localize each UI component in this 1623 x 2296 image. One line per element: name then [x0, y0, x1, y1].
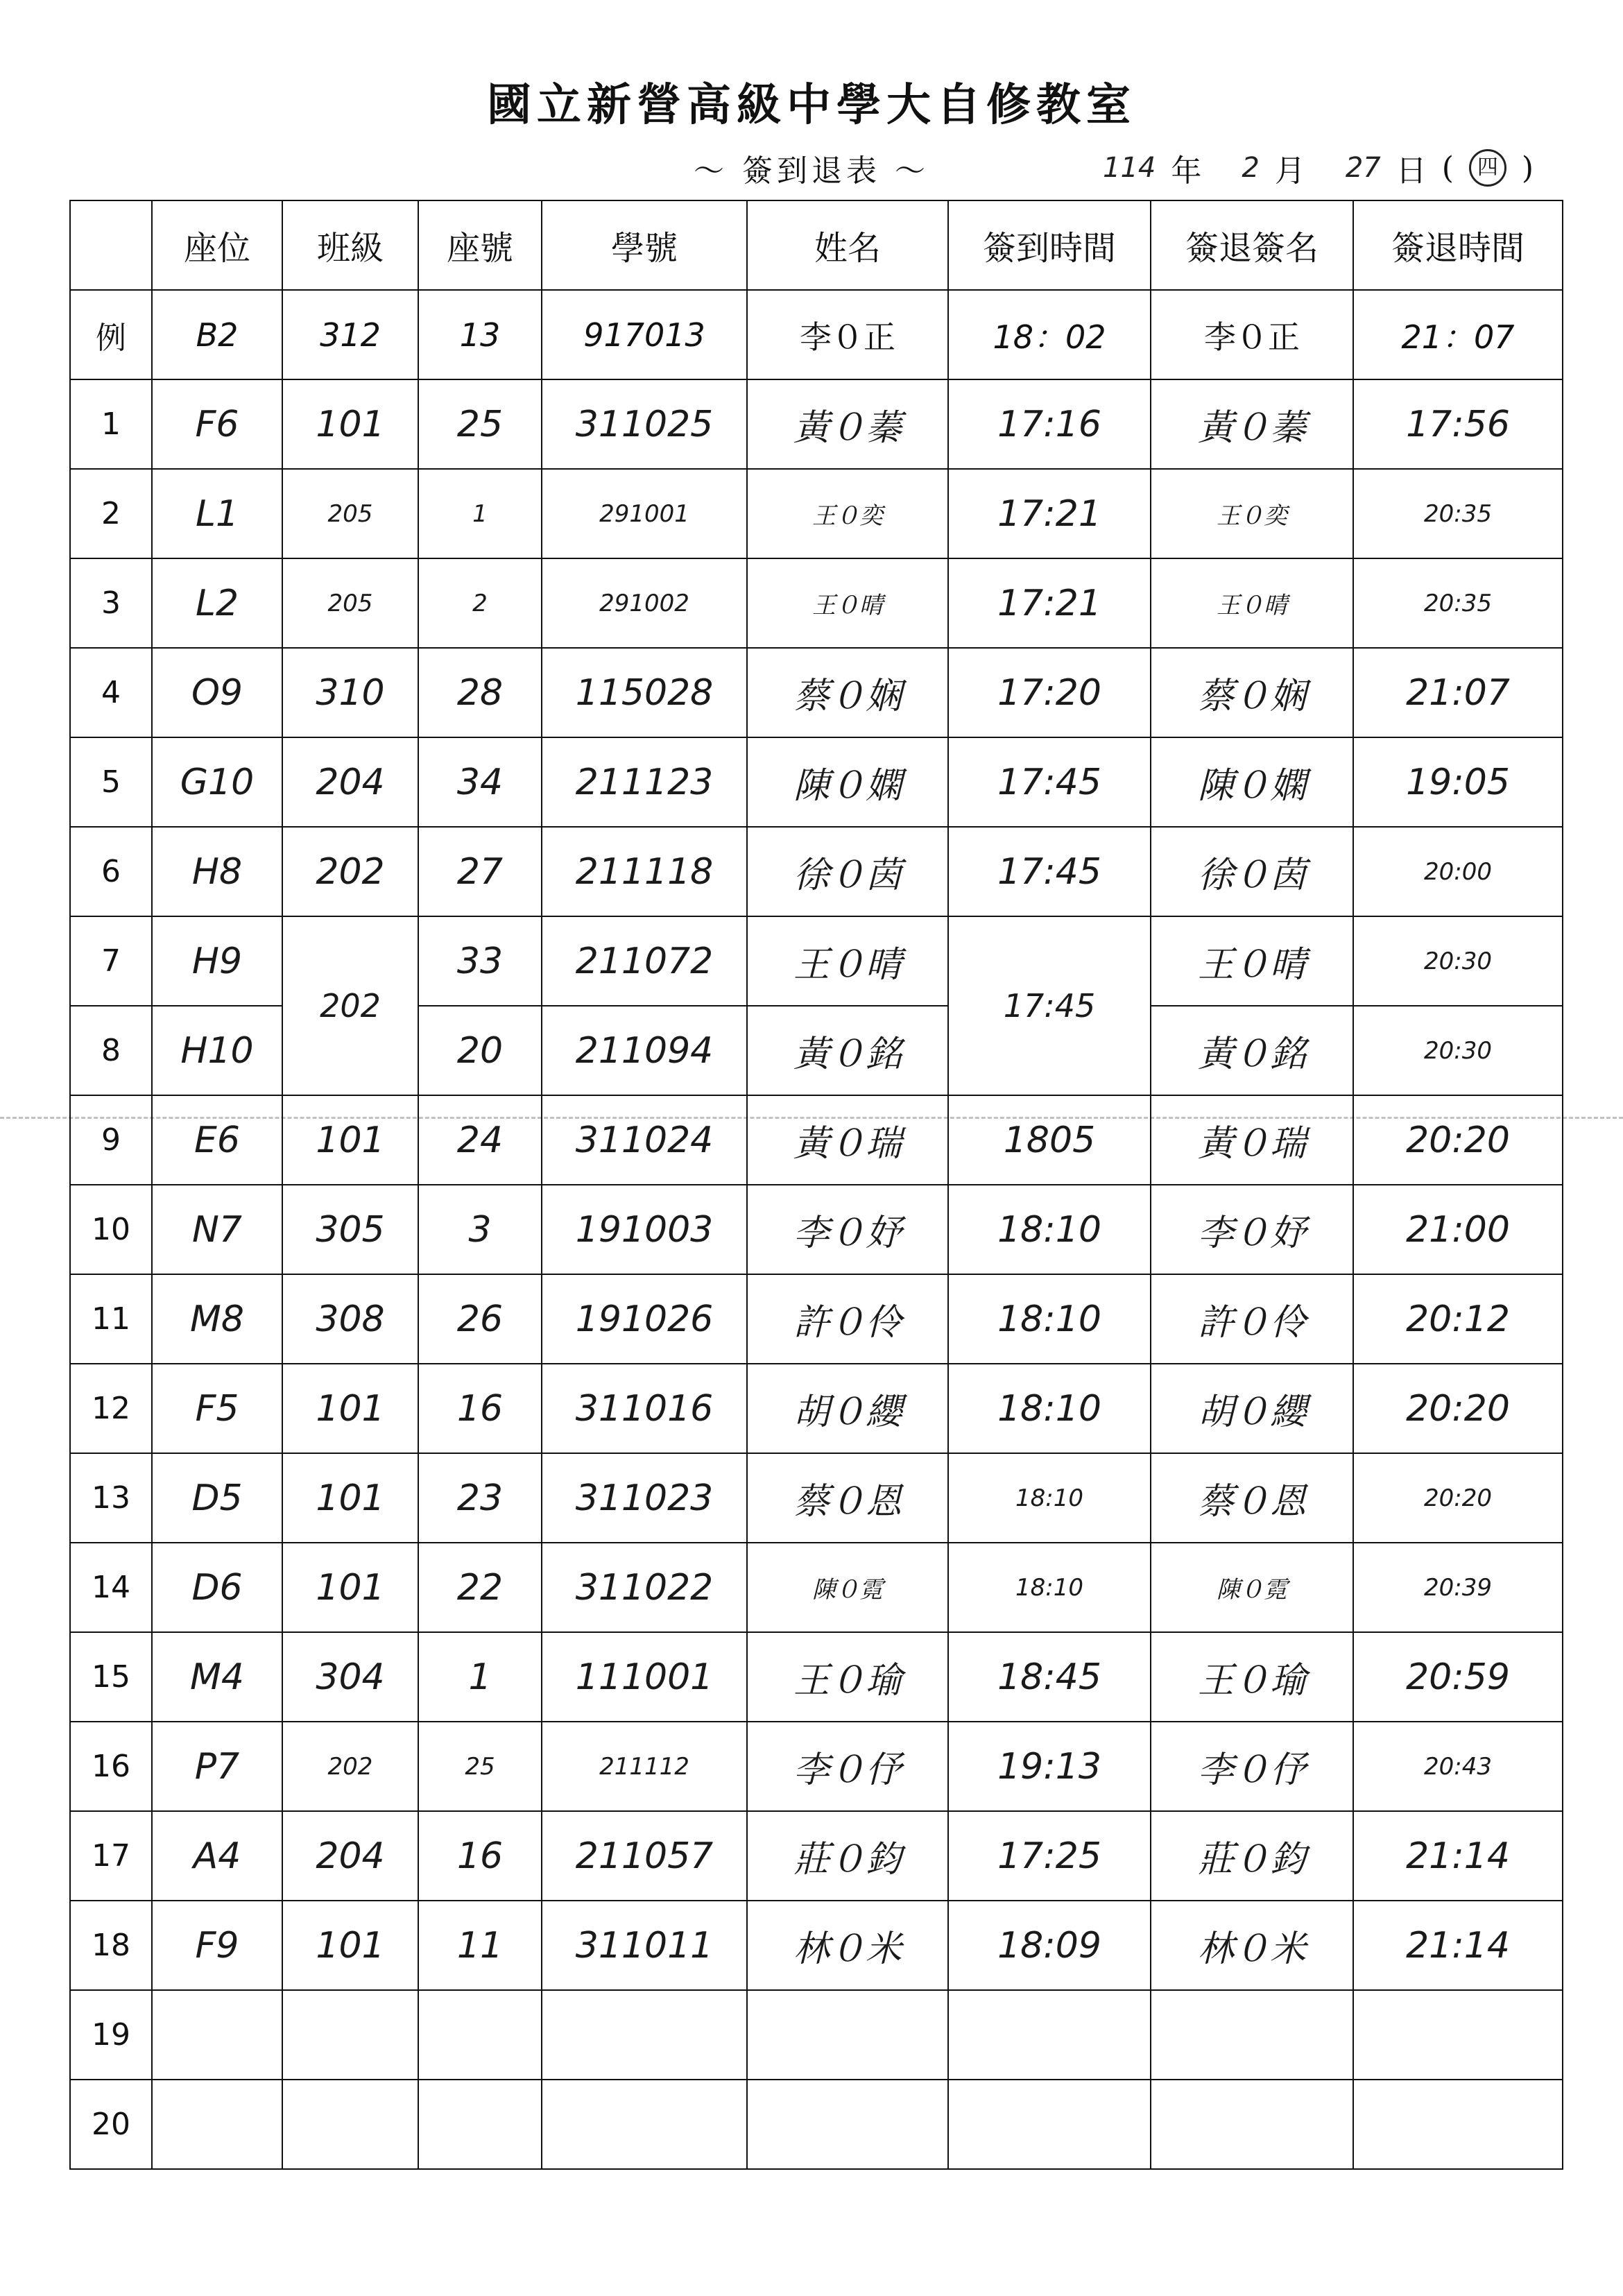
cell-seat: L2	[152, 558, 282, 648]
cell-checkout: 20:30	[1353, 916, 1563, 1006]
cell-name: 胡０纓	[747, 1364, 948, 1453]
cell-class: 101	[282, 1364, 418, 1453]
cell-student-id: 311024	[542, 1095, 747, 1185]
date-month: 2	[1242, 152, 1260, 184]
cell-no: 10	[70, 1185, 152, 1274]
cell-checkout: 20:35	[1353, 558, 1563, 648]
cell-checkin: 18:45	[948, 1632, 1151, 1722]
cell-checkout: 21：07	[1353, 290, 1563, 379]
cell-no: 12	[70, 1364, 152, 1453]
cell-no: 2	[70, 469, 152, 558]
cell-checkout: 17:56	[1353, 379, 1563, 469]
example-row	[70, 290, 1563, 379]
cell-checkin: 17:45	[948, 916, 1151, 1095]
table-row	[70, 1543, 1563, 1632]
cell-seat: F9	[152, 1901, 282, 1990]
table-row	[70, 1453, 1563, 1543]
cell-checkout-sign: 黃０瑞	[1151, 1095, 1353, 1185]
cell-name: 黃０銘	[747, 1006, 948, 1095]
cell-seat-no: 25	[418, 379, 542, 469]
table-row	[70, 648, 1563, 737]
cell-checkin: 17:45	[948, 737, 1151, 827]
table-row	[70, 1185, 1563, 1274]
cell-checkin	[948, 1990, 1151, 2080]
cell-seat-no: 28	[418, 648, 542, 737]
cell-checkout-sign	[1151, 2080, 1353, 2169]
form-subtitle: ～ 簽到退表 ～	[694, 153, 929, 189]
cell-no: 11	[70, 1274, 152, 1364]
cell-checkout-sign: 黃０蓁	[1151, 379, 1353, 469]
col-header-no	[70, 200, 152, 290]
cell-seat	[152, 2080, 282, 2169]
cell-name: 王０晴	[747, 916, 948, 1006]
cell-class: 202	[282, 827, 418, 916]
cell-checkin: 17:25	[948, 1811, 1151, 1901]
cell-seat-no: 26	[418, 1274, 542, 1364]
cell-checkout: 21:00	[1353, 1185, 1563, 1274]
cell-seat: H8	[152, 827, 282, 916]
cell-seat-no: 11	[418, 1901, 542, 1990]
col-header-seat: 座位	[152, 200, 282, 290]
cell-class: 308	[282, 1274, 418, 1364]
cell-seat-no: 33	[418, 916, 542, 1006]
cell-student-id: 191003	[542, 1185, 747, 1274]
cell-no: 4	[70, 648, 152, 737]
table-row	[70, 379, 1563, 469]
cell-no: 20	[70, 2080, 152, 2169]
cell-class: 101	[282, 1543, 418, 1632]
col-header-student-id: 學號	[542, 200, 747, 290]
cell-checkout-sign: 徐０茵	[1151, 827, 1353, 916]
cell-class: 205	[282, 558, 418, 648]
cell-seat: N7	[152, 1185, 282, 1274]
cell-no: 7	[70, 916, 152, 1006]
cell-checkout: 20:39	[1353, 1543, 1563, 1632]
cell-seat: D6	[152, 1543, 282, 1632]
cell-seat: M8	[152, 1274, 282, 1364]
cell-checkout: 20:43	[1353, 1722, 1563, 1811]
cell-seat: P7	[152, 1722, 282, 1811]
table-row	[70, 827, 1563, 916]
cell-checkout-sign: 王０奕	[1151, 469, 1353, 558]
cell-seat-no: 16	[418, 1364, 542, 1453]
cell-checkout-sign: 胡０纓	[1151, 1364, 1353, 1453]
cell-seat-no: 20	[418, 1006, 542, 1095]
cell-checkin: 19:13	[948, 1722, 1151, 1811]
cell-student-id: 311025	[542, 379, 747, 469]
cell-no: 17	[70, 1811, 152, 1901]
cell-no: 19	[70, 1990, 152, 2080]
table-row	[70, 1632, 1563, 1722]
cell-checkout-sign: 王０瑜	[1151, 1632, 1353, 1722]
cell-checkin: 1805	[948, 1095, 1151, 1185]
cell-checkout: 21:07	[1353, 648, 1563, 737]
header-row	[70, 200, 1563, 290]
date-day: 27	[1345, 152, 1381, 184]
cell-class: 205	[282, 469, 418, 558]
cell-seat: E6	[152, 1095, 282, 1185]
cell-class: 101	[282, 379, 418, 469]
cell-seat-no: 22	[418, 1543, 542, 1632]
cell-no: 例	[70, 290, 152, 379]
cell-checkout-sign: 李０伃	[1151, 1722, 1353, 1811]
cell-seat-no: 1	[418, 1632, 542, 1722]
cell-checkout: 20:12	[1353, 1274, 1563, 1364]
cell-seat-no: 23	[418, 1453, 542, 1543]
cell-name: 李０妤	[747, 1185, 948, 1274]
cell-no: 15	[70, 1632, 152, 1722]
cell-seat: G10	[152, 737, 282, 827]
cell-class	[282, 2080, 418, 2169]
cell-checkout: 20:20	[1353, 1364, 1563, 1453]
cell-name: 李０伃	[747, 1722, 948, 1811]
cell-student-id: 211094	[542, 1006, 747, 1095]
cell-class: 204	[282, 1811, 418, 1901]
cell-student-id: 191026	[542, 1274, 747, 1364]
weekday-circled: 四	[1469, 149, 1506, 187]
cell-no: 18	[70, 1901, 152, 1990]
cell-seat: D5	[152, 1453, 282, 1543]
cell-class: 202	[282, 1722, 418, 1811]
cell-seat-no: 25	[418, 1722, 542, 1811]
cell-checkout: 20:59	[1353, 1632, 1563, 1722]
cell-seat-no: 34	[418, 737, 542, 827]
cell-name: 陳０嫻	[747, 737, 948, 827]
cell-seat: L1	[152, 469, 282, 558]
cell-checkout	[1353, 2080, 1563, 2169]
cell-student-id: 211118	[542, 827, 747, 916]
cell-checkout-sign: 蔡０恩	[1151, 1453, 1353, 1543]
cell-seat-no: 24	[418, 1095, 542, 1185]
cell-no: 5	[70, 737, 152, 827]
cell-checkin: 18:10	[948, 1364, 1151, 1453]
cell-class: 304	[282, 1632, 418, 1722]
cell-checkin: 17:45	[948, 827, 1151, 916]
cell-seat: F6	[152, 379, 282, 469]
col-header-class: 班級	[282, 200, 418, 290]
cell-checkout: 20:35	[1353, 469, 1563, 558]
cell-checkout-sign: 李０妤	[1151, 1185, 1353, 1274]
cell-checkout: 20:30	[1353, 1006, 1563, 1095]
col-header-name: 姓名	[747, 200, 948, 290]
date-year-unit: 年	[1171, 153, 1202, 189]
cell-checkout: 20:20	[1353, 1453, 1563, 1543]
cell-seat: H9	[152, 916, 282, 1006]
cell-no: 9	[70, 1095, 152, 1185]
cell-name: 蔡０恩	[747, 1453, 948, 1543]
cell-student-id: 291001	[542, 469, 747, 558]
cell-name: 陳０霓	[747, 1543, 948, 1632]
cell-seat: M4	[152, 1632, 282, 1722]
cell-checkout-sign: 李０正	[1151, 290, 1353, 379]
cell-name: 蔡０娴	[747, 648, 948, 737]
cell-no: 14	[70, 1543, 152, 1632]
cell-no: 1	[70, 379, 152, 469]
table-row	[70, 737, 1563, 827]
cell-student-id: 211112	[542, 1722, 747, 1811]
cell-name: 黃０蓁	[747, 379, 948, 469]
cell-checkin: 18:09	[948, 1901, 1151, 1990]
cell-student-id: 211057	[542, 1811, 747, 1901]
cell-student-id: 115028	[542, 648, 747, 737]
table-row	[70, 1274, 1563, 1364]
table-row	[70, 1990, 1563, 2080]
cell-no: 8	[70, 1006, 152, 1095]
cell-checkin: 18:10	[948, 1543, 1151, 1632]
col-header-checkin: 簽到時間	[948, 200, 1151, 290]
table-row	[70, 1811, 1563, 1901]
cell-student-id	[542, 2080, 747, 2169]
table-row	[70, 2080, 1563, 2169]
sign-in-table	[69, 200, 1563, 2170]
cell-checkin: 18:10	[948, 1274, 1151, 1364]
date-month-unit: 月	[1274, 153, 1305, 189]
cell-seat: F5	[152, 1364, 282, 1453]
col-header-checkout-sign: 簽退簽名	[1151, 200, 1353, 290]
cell-seat: O9	[152, 648, 282, 737]
cell-name: 徐０茵	[747, 827, 948, 916]
cell-class: 310	[282, 648, 418, 737]
cell-checkin: 17:20	[948, 648, 1151, 737]
cell-seat-no: 16	[418, 1811, 542, 1901]
cell-student-id: 917013	[542, 290, 747, 379]
cell-checkout-sign: 陳０嫻	[1151, 737, 1353, 827]
table-row	[70, 1364, 1563, 1453]
cell-class: 101	[282, 1453, 418, 1543]
cell-checkout-sign: 黃０銘	[1151, 1006, 1353, 1095]
cell-checkout-sign: 林０米	[1151, 1901, 1353, 1990]
cell-name: 莊０鈞	[747, 1811, 948, 1901]
cell-checkin	[948, 2080, 1151, 2169]
paren-open: (	[1441, 150, 1454, 186]
cell-student-id: 111001	[542, 1632, 747, 1722]
cell-student-id: 311011	[542, 1901, 747, 1990]
cell-no: 13	[70, 1453, 152, 1543]
cell-name: 林０米	[747, 1901, 948, 1990]
paren-close: )	[1521, 150, 1534, 186]
cell-class: 312	[282, 290, 418, 379]
cell-class: 305	[282, 1185, 418, 1274]
cell-checkout-sign: 王０晴	[1151, 916, 1353, 1006]
cell-name	[747, 2080, 948, 2169]
table-row	[70, 1722, 1563, 1811]
cell-name: 王０晴	[747, 558, 948, 648]
cell-class	[282, 1990, 418, 2080]
col-header-seat-no: 座號	[418, 200, 542, 290]
cell-seat-no	[418, 2080, 542, 2169]
cell-name: 王０奕	[747, 469, 948, 558]
cell-checkin: 17:16	[948, 379, 1151, 469]
cell-checkin: 17:21	[948, 558, 1151, 648]
cell-seat: A4	[152, 1811, 282, 1901]
table-row	[70, 916, 1563, 1006]
cell-checkout-sign	[1151, 1990, 1353, 2080]
cell-checkout: 20:20	[1353, 1095, 1563, 1185]
cell-checkout: 19:05	[1353, 737, 1563, 827]
cell-checkout: 21:14	[1353, 1901, 1563, 1990]
cell-checkout-sign: 陳０霓	[1151, 1543, 1353, 1632]
cell-seat: B2	[152, 290, 282, 379]
cell-no: 16	[70, 1722, 152, 1811]
cell-checkout: 20:00	[1353, 827, 1563, 916]
cell-checkin: 18:10	[948, 1453, 1151, 1543]
cell-student-id: 311023	[542, 1453, 747, 1543]
cell-no: 3	[70, 558, 152, 648]
cell-name	[747, 1990, 948, 2080]
cell-student-id	[542, 1990, 747, 2080]
cell-checkout-sign: 蔡０娴	[1151, 648, 1353, 737]
cell-name: 李０正	[747, 290, 948, 379]
cell-student-id: 211072	[542, 916, 747, 1006]
cell-checkin: 18：02	[948, 290, 1151, 379]
cell-class: 204	[282, 737, 418, 827]
date-year: 114	[1103, 152, 1156, 184]
date-line	[1103, 146, 1547, 190]
cell-checkout-sign: 莊０鈞	[1151, 1811, 1353, 1901]
date-day-unit: 日	[1396, 153, 1427, 189]
cell-checkin: 18:10	[948, 1185, 1151, 1274]
cell-student-id: 311016	[542, 1364, 747, 1453]
cell-checkout: 21:14	[1353, 1811, 1563, 1901]
cell-seat	[152, 1990, 282, 2080]
table-row	[70, 469, 1563, 558]
cell-student-id: 311022	[542, 1543, 747, 1632]
cell-checkin: 17:21	[948, 469, 1151, 558]
cell-checkout-sign: 王０晴	[1151, 558, 1353, 648]
cell-checkout	[1353, 1990, 1563, 2080]
cell-checkout-sign: 許０伶	[1151, 1274, 1353, 1364]
cell-class: 101	[282, 1901, 418, 1990]
cell-class: 202	[282, 916, 418, 1095]
cell-seat-no: 13	[418, 290, 542, 379]
cell-class: 101	[282, 1095, 418, 1185]
cell-no: 6	[70, 827, 152, 916]
cell-name: 王０瑜	[747, 1632, 948, 1722]
table-row	[70, 1901, 1563, 1990]
cell-seat-no: 27	[418, 827, 542, 916]
cell-student-id: 291002	[542, 558, 747, 648]
cell-seat-no	[418, 1990, 542, 2080]
table-row	[70, 558, 1563, 648]
cell-name: 許０伶	[747, 1274, 948, 1364]
cell-seat: H10	[152, 1006, 282, 1095]
cell-student-id: 211123	[542, 737, 747, 827]
cell-name: 黃０瑞	[747, 1095, 948, 1185]
col-header-checkout: 簽退時間	[1353, 200, 1563, 290]
cell-seat-no: 1	[418, 469, 542, 558]
table-row	[70, 1095, 1563, 1185]
cell-seat-no: 2	[418, 558, 542, 648]
page-title: 國立新營高級中學大自修教室	[487, 79, 1136, 131]
cell-seat-no: 3	[418, 1185, 542, 1274]
